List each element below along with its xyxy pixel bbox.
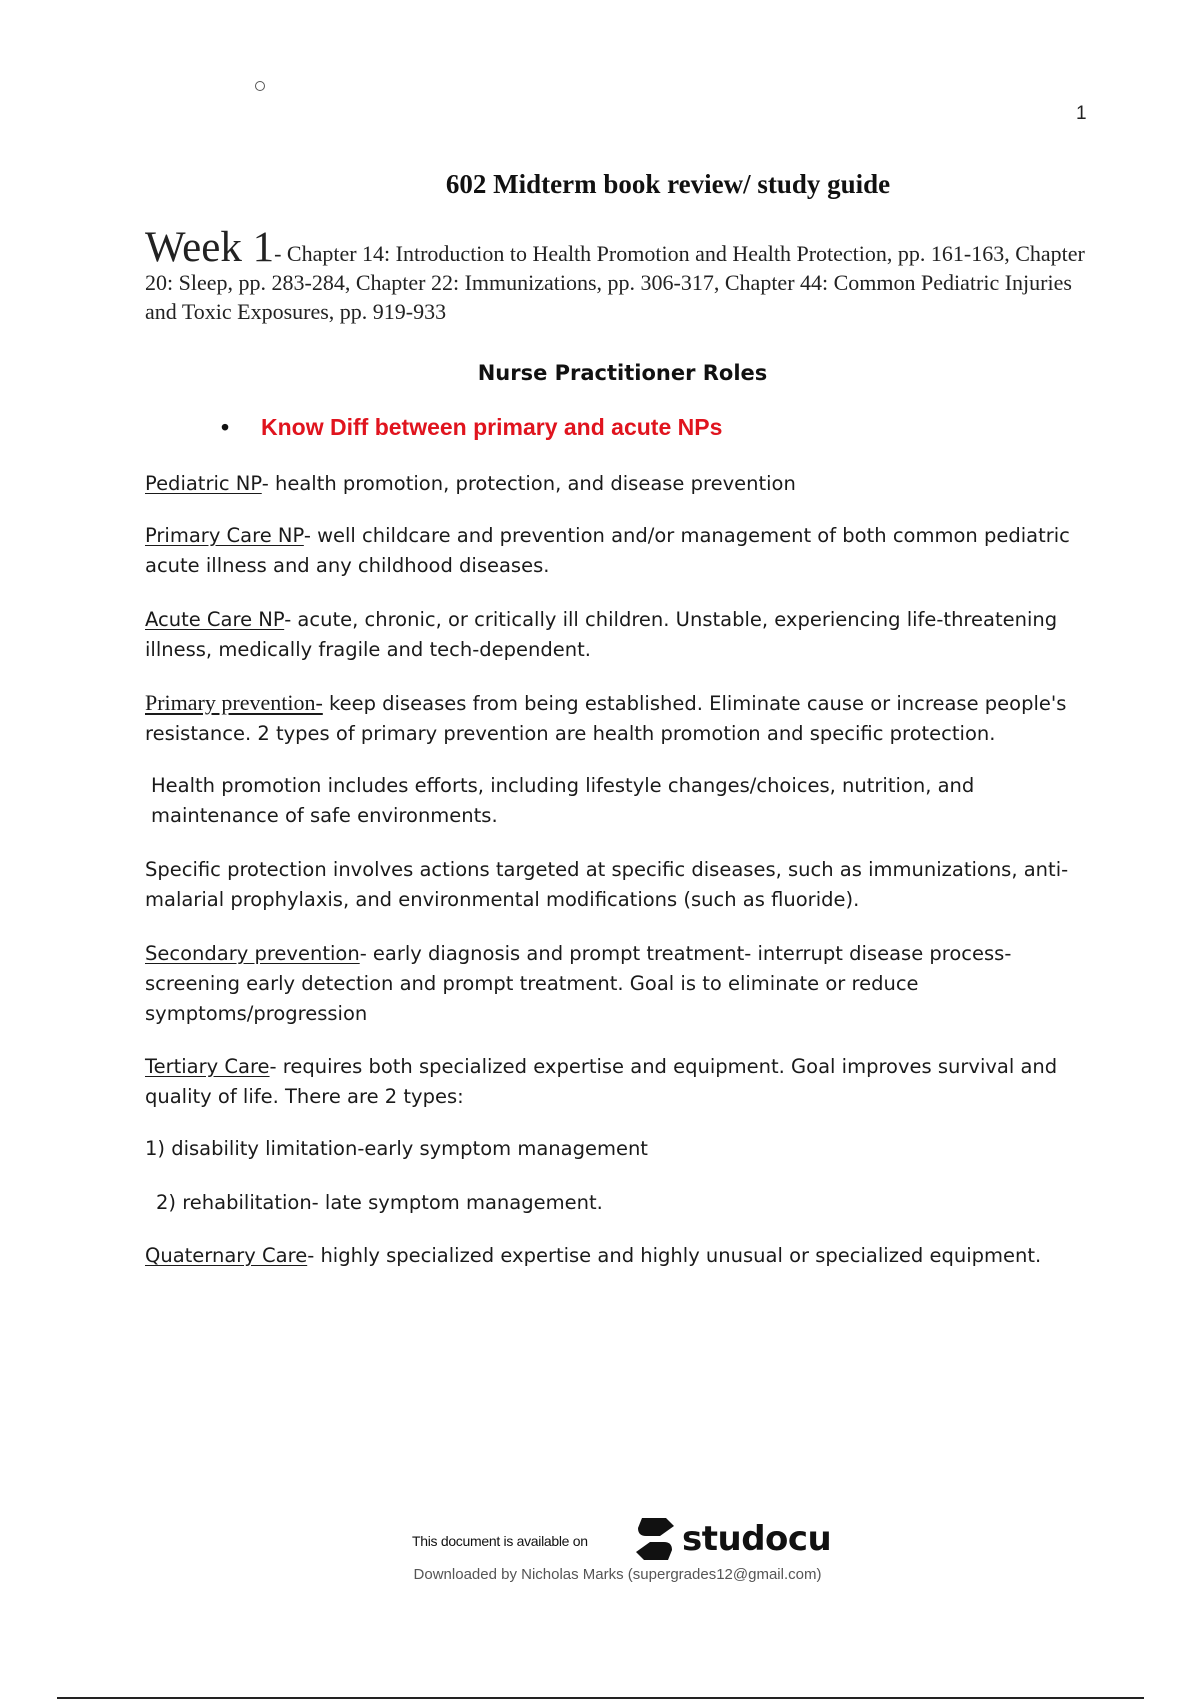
page-number: 1 bbox=[1076, 103, 1087, 124]
tertiary-type-2: 2) rehabilitation- late symptom management. bbox=[156, 1191, 603, 1214]
studocu-brand-text: studocu bbox=[682, 1519, 832, 1559]
highlight-bullet-item bbox=[221, 414, 722, 441]
section-heading: Nurse Practitioner Roles bbox=[477, 361, 768, 385]
studocu-logo-icon bbox=[632, 1514, 678, 1564]
term-acute-care-np: Acute Care NP bbox=[145, 608, 285, 631]
primary-care-np-paragraph: Primary Care NP- well childcare and prevention and/or management of both common pediatric acute illness and any childhood diseases. bbox=[145, 524, 1070, 577]
quaternary-care-paragraph: Quaternary Care- highly specialized expertise and highly unusual or specialized equipment. bbox=[145, 1244, 1042, 1267]
document-title: 602 Midterm book review/ study guide bbox=[445, 169, 891, 199]
pediatric-np-paragraph: Pediatric NP- health promotion, protection, and disease prevention bbox=[145, 472, 796, 495]
secondary-prevention-paragraph: Secondary prevention- early diagnosis and prompt treatment- interrupt disease process- screening early detection and prompt treatment. Goal is to eliminate or reduce symptoms/progression bbox=[145, 942, 1012, 1025]
tertiary-type-1: 1) disability limitation-early symptom management bbox=[145, 1137, 648, 1160]
week-label: Week 1 bbox=[145, 224, 275, 271]
week-chapters: - Chapter 14: Introduction to Health Promotion and Health Protection, pp. 161-163, Chapter 20: Sleep, pp. 283-284, Chapter 22: Immunizations, pp. 306-317, Chapter 44: Common Pediatric Injuries and Toxic Exposures, pp. 919-933 bbox=[145, 241, 1085, 324]
term-quaternary-care: Quaternary Care bbox=[145, 1244, 308, 1267]
acute-care-np-paragraph: Acute Care NP- acute, chronic, or critically ill children. Unstable, experiencing life-threatening illness, medically fragile and tech-dependent. bbox=[145, 608, 1058, 661]
term-primary-care-np: Primary Care NP bbox=[145, 524, 304, 547]
week-1-heading bbox=[145, 224, 1090, 326]
health-promotion-paragraph: Health promotion includes efforts, including lifestyle changes/choices, nutrition, and maintenance of safe environments. bbox=[151, 774, 975, 827]
term-tertiary-care: Tertiary Care bbox=[145, 1055, 270, 1078]
bottom-divider bbox=[57, 1697, 1144, 1699]
term-pediatric-np: Pediatric NP bbox=[145, 472, 262, 495]
tertiary-care-paragraph: Tertiary Care- requires both specialized expertise and equipment. Goal improves survival and quality of life. There are 2 types: bbox=[145, 1055, 1058, 1108]
specific-protection-paragraph: Specific protection involves actions targeted at specific diseases, such as immunizations, anti-malarial prophylaxis, and environmental modifications (such as fluoride). bbox=[145, 858, 1069, 911]
footer-downloaded-by: Downloaded by Nicholas Marks (supergrades12@gmail.com) bbox=[413, 1566, 822, 1583]
studocu-logo[interactable] bbox=[632, 1514, 831, 1564]
highlight-text: Know Diff between primary and acute NPs bbox=[261, 414, 723, 440]
footer-available-text: This document is available on bbox=[412, 1533, 588, 1549]
bullet-dot: • bbox=[221, 414, 230, 440]
primary-prevention-paragraph: Primary prevention- keep diseases from being established. Eliminate cause or increase people's resistance. 2 types of primary prevention are health promotion and specific protection. bbox=[145, 690, 1067, 745]
term-primary-prevention: Primary prevention- bbox=[145, 690, 323, 715]
term-secondary-prevention: Secondary prevention bbox=[145, 942, 360, 965]
hollow-circle-bullet-icon bbox=[255, 81, 265, 91]
